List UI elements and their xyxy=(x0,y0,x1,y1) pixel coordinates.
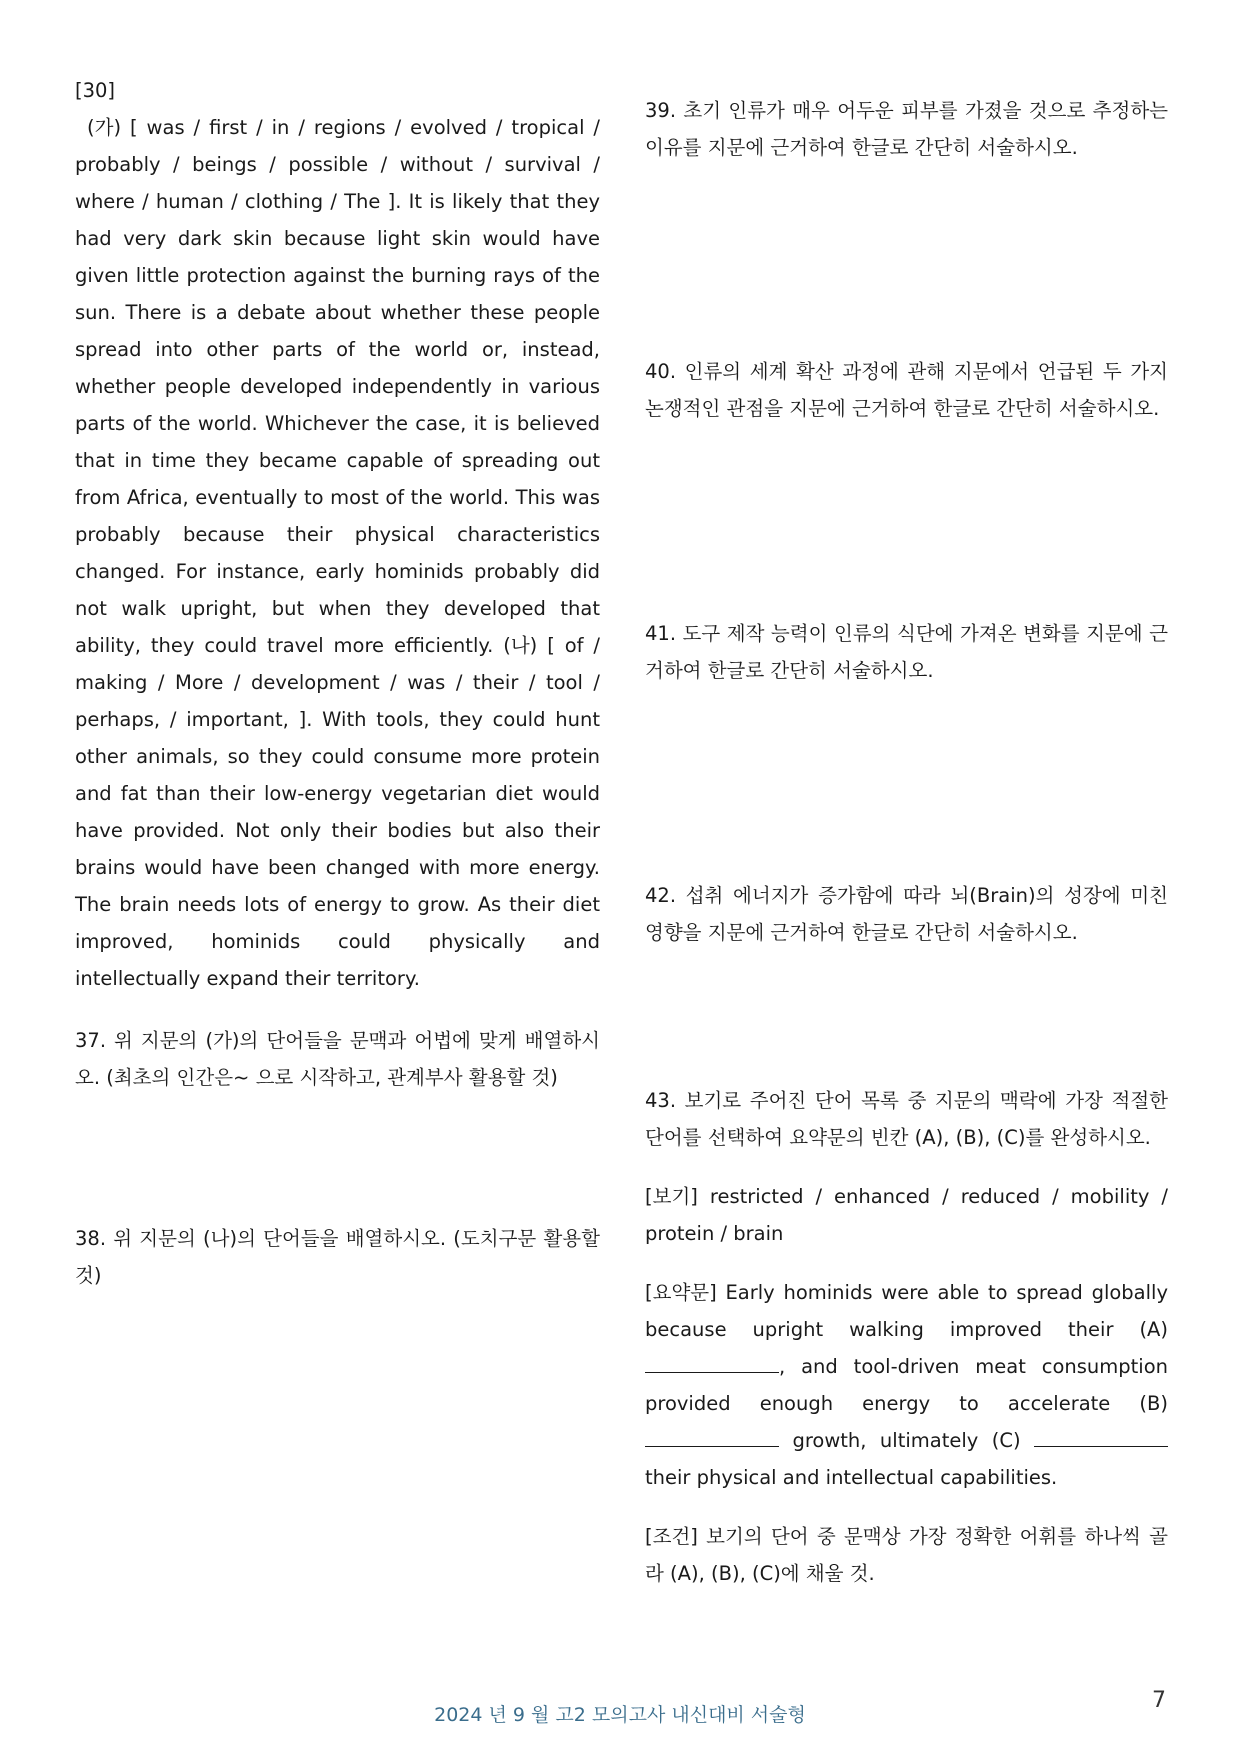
summary-part-3: growth, ultimately (C) xyxy=(792,1429,1021,1452)
footer-title: 2024 년 9 월 고2 모의고사 내신대비 서술형 xyxy=(434,1704,806,1726)
blank-a[interactable] xyxy=(645,1350,779,1373)
question-43-prompt: 43. 보기로 주어진 단어 목록 중 지문의 맥락에 가장 적절한 단어를 선택하여 요약문의 빈칸 (A), (B), (C)를 완성하시오. xyxy=(645,1089,1168,1149)
blank-c[interactable] xyxy=(1034,1424,1168,1447)
question-43 xyxy=(645,1082,1168,1592)
question-40: 40. 인류의 세계 확산 과정에 관해 지문에서 언급된 두 가지 논쟁적인 관점을 지문에 근거하여 한글로 간단히 서술하시오. xyxy=(645,359,1168,420)
condition-text: [조건] 보기의 단어 중 문맥상 가장 정확한 어휘를 하나씩 골라 (A), (B), (C)에 채울 것. xyxy=(645,1525,1168,1585)
question-42: 42. 섭취 에너지가 증가함에 따라 뇌(Brain)의 성장에 미친 영향을 지문에 근거하여 한글로 간단히 서술하시오. xyxy=(645,883,1168,944)
summary-part-2: , and tool-driven meat consumption provided enough energy to accelerate (B) xyxy=(645,1355,1168,1415)
page-number: 7 xyxy=(1152,1688,1166,1713)
summary-text xyxy=(645,1274,1168,1496)
question-37: 37. 위 지문의 (가)의 단어들을 문맥과 어법에 맞게 배열하시오. (최초의 인간은~ 으로 시작하고, 관계부사 활용할 것) xyxy=(75,1029,600,1089)
question-41: 41. 도구 제작 능력이 인류의 식단에 가져온 변화를 지문에 근거하여 한글로 간단히 서술하시오. xyxy=(645,621,1168,682)
bogi-word-list: [보기] restricted / enhanced / reduced / mobility / protein / brain xyxy=(645,1185,1168,1245)
passage-number: [30] xyxy=(75,79,116,102)
passage-text: (가) [ was / first / in / regions / evolved / tropical / probably / beings / possible / without / survival / where / human / clothing / The ]. It is likely that they had very dark skin because light skin would have given little protection against the burning rays of the sun. There is a debate about whether these people spread into other parts of the world or, instead, whether people developed independently in various parts of the world. Whichever the case, it is believed that in time they became capable of spreading out from Africa, eventually to most of the world. This was probably because their physical characteristics changed. For instance, early hominids probably did not walk upright, but when they developed that ability, they could travel more efficiently. (나) [ of / making / More / development / was / their / tool / perhaps, / important, ]. With tools, they could hunt other animals, so they could consume more protein and fat than their low-energy vegetarian diet would have provided. Not only their bodies but also their brains would have been changed with more energy. The brain needs lots of energy to grow. As their diet improved, hominids could physically and intellectually expand their territory. xyxy=(75,116,600,990)
left-column xyxy=(75,72,600,1096)
question-39: 39. 초기 인류가 매우 어두운 피부를 가졌을 것으로 추정하는 이유를 지문에 근거하여 한글로 간단히 서술하시오. xyxy=(645,98,1168,159)
question-38: 38. 위 지문의 (나)의 단어들을 배열하시오. (도치구문 활용할 것) xyxy=(75,1227,600,1287)
blank-b[interactable] xyxy=(645,1424,779,1447)
summary-part-4: their physical and intellectual capabilities. xyxy=(645,1466,1058,1489)
summary-part-1: [요약문] Early hominids were able to spread globally because upright walking improved their (A) xyxy=(645,1281,1168,1341)
